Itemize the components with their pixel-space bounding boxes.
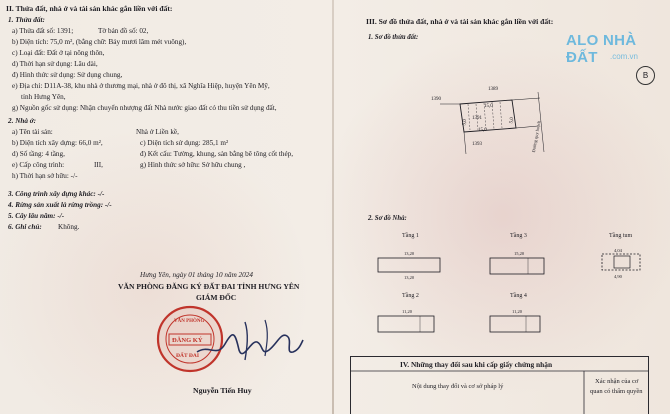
changes-col-confirm-1: Xác nhận của cơ bbox=[595, 378, 639, 385]
parcel-1391: 1391 bbox=[472, 116, 482, 121]
land-address: e) Địa chỉ: D11A-38, khu nhà ở thương mại, nhà ở đô thị, xã Nghĩa Hiệp, huyện Yên Mỹ, bbox=[12, 82, 270, 90]
house-map-heading: 2. Sơ đồ Nhà: bbox=[368, 215, 407, 222]
floor-1-label: Tầng 1 bbox=[402, 233, 419, 239]
structure: đ) Kết cấu: Tường, khung, sàn bằng bê tông cốt thép, bbox=[140, 150, 294, 158]
perennial-trees: 5. Cây lâu năm: -/- bbox=[8, 212, 65, 220]
seal-text-top: VĂN PHÒNG bbox=[174, 319, 205, 324]
dim-bottom: 15,0 bbox=[478, 128, 487, 133]
changes-col-content: Nội dung thay đổi và cơ sở pháp lý bbox=[412, 383, 504, 390]
use-area: c) Diện tích sử dụng: 285,1 m² bbox=[140, 139, 229, 147]
map-sheet: Tờ bản đồ số: 02, bbox=[98, 27, 149, 35]
plantation-forest: 4. Rừng sản xuất là rừng trồng: -/- bbox=[8, 201, 112, 209]
land-use-form: đ) Hình thức sử dụng: Sử dụng chung, bbox=[12, 71, 123, 79]
parcel-number: a) Thửa đất số: 1391; bbox=[12, 27, 74, 35]
ownership-form: g) Hình thức sở hữu: Sở hữu chung , bbox=[140, 161, 246, 169]
watermark-domain: .com.vn bbox=[610, 52, 639, 61]
house-heading: 2. Nhà ở: bbox=[8, 117, 37, 125]
dim-left: 5,0 bbox=[462, 118, 469, 127]
watermark-brand: ALO NHÀ ĐẤT bbox=[566, 32, 637, 66]
parcel-map bbox=[420, 82, 590, 162]
floor-3-width: 15,20 bbox=[514, 251, 525, 256]
road-label: Đường quy hoạch bbox=[530, 120, 542, 153]
land-address-province: tỉnh Hưng Yên, bbox=[21, 93, 66, 101]
floor-1-width-bottom: 13,20 bbox=[404, 275, 415, 280]
floor-3-plan bbox=[488, 256, 548, 278]
seal-text-bottom: ĐẤT ĐAI bbox=[176, 353, 199, 359]
land-area: b) Diện tích: 75,0 m², (bằng chữ: Bảy mươi lăm mét vuông), bbox=[12, 38, 187, 46]
other-construction: 3. Công trình xây dựng khác: -/- bbox=[8, 190, 105, 198]
section-3-title: III. Sơ đồ thửa đất, nhà ở và tài sản khác gắn liền với đất: bbox=[366, 17, 554, 26]
land-heading: 1. Thửa đất: bbox=[8, 16, 45, 24]
page-fold bbox=[332, 0, 334, 414]
changes-col-confirm-2: quan có thẩm quyền bbox=[590, 388, 643, 395]
asset-name-label: a) Tên tài sản: bbox=[12, 128, 53, 136]
signer-name: Nguyễn Tiến Huy bbox=[193, 386, 252, 395]
north-marker-b: B bbox=[636, 66, 655, 85]
issue-date: Hưng Yên, ngày 01 tháng 10 năm 2024 bbox=[140, 271, 253, 279]
floor-4-plan bbox=[488, 314, 548, 336]
floor-4-width: 11,20 bbox=[512, 309, 522, 314]
floor-2-label: Tầng 2 bbox=[402, 293, 419, 299]
land-type: c) Loại đất: Đất ở tại nông thôn, bbox=[12, 49, 105, 57]
asset-name-value: Nhà ở Liền kề, bbox=[136, 128, 179, 136]
built-area: b) Diện tích xây dựng: 66,0 m², bbox=[12, 139, 103, 147]
parcel-1389: 1389 bbox=[488, 87, 498, 92]
issuing-office: VĂN PHÒNG ĐĂNG KÝ ĐẤT ĐAI TỈNH HƯNG YÊN bbox=[118, 282, 300, 291]
tum-top-dim: 4,04 bbox=[614, 248, 622, 253]
floor-4-label: Tầng 4 bbox=[510, 293, 527, 299]
tum-bottom-dim: 4,90 bbox=[614, 274, 622, 279]
director-title: GIÁM ĐỐC bbox=[196, 293, 237, 302]
land-term: d) Thời hạn sử dụng: Lâu dài, bbox=[12, 60, 98, 68]
parcel-map-heading: 1. Sơ đồ thửa đất: bbox=[368, 34, 419, 41]
dim-right: 5,0 bbox=[509, 116, 516, 125]
grade-value: III, bbox=[94, 161, 103, 169]
parcel-1390: 1390 bbox=[431, 97, 441, 102]
floor-3-label: Tầng 3 bbox=[510, 233, 527, 239]
seal-text-mid: ĐĂNG KÝ bbox=[172, 337, 203, 344]
changes-title: IV. Những thay đổi sau khi cấp giấy chứng nhận bbox=[400, 360, 553, 369]
floor-tum-plan bbox=[600, 250, 646, 276]
parcel-1393: 1393 bbox=[472, 142, 482, 147]
floor-tum-label: Tầng tum bbox=[609, 233, 633, 239]
floor-2-width: 11,20 bbox=[402, 309, 412, 314]
dim-top: 15,0 bbox=[484, 104, 493, 109]
section-2-title: II. Thửa đất, nhà ở và tài sản khác gắn liền với đất: bbox=[6, 4, 173, 13]
land-origin: g) Nguồn gốc sử dụng: Nhận chuyển nhượng đất Nhà nước giao đất có thu tiền sử dụng đất, bbox=[12, 104, 277, 112]
floor-2-plan bbox=[376, 314, 446, 336]
signature-scribble bbox=[195, 314, 305, 364]
floor-1-width: 13,20 bbox=[404, 251, 415, 256]
ownership-term: h) Thời hạn sở hữu: -/- bbox=[12, 172, 78, 180]
grade-label: e) Cấp công trình: bbox=[12, 161, 65, 169]
floor-count: d) Số tầng: 4 tầng, bbox=[12, 150, 65, 158]
note-value: Không. bbox=[58, 223, 80, 231]
note-label: 6. Ghi chú: bbox=[8, 223, 42, 231]
